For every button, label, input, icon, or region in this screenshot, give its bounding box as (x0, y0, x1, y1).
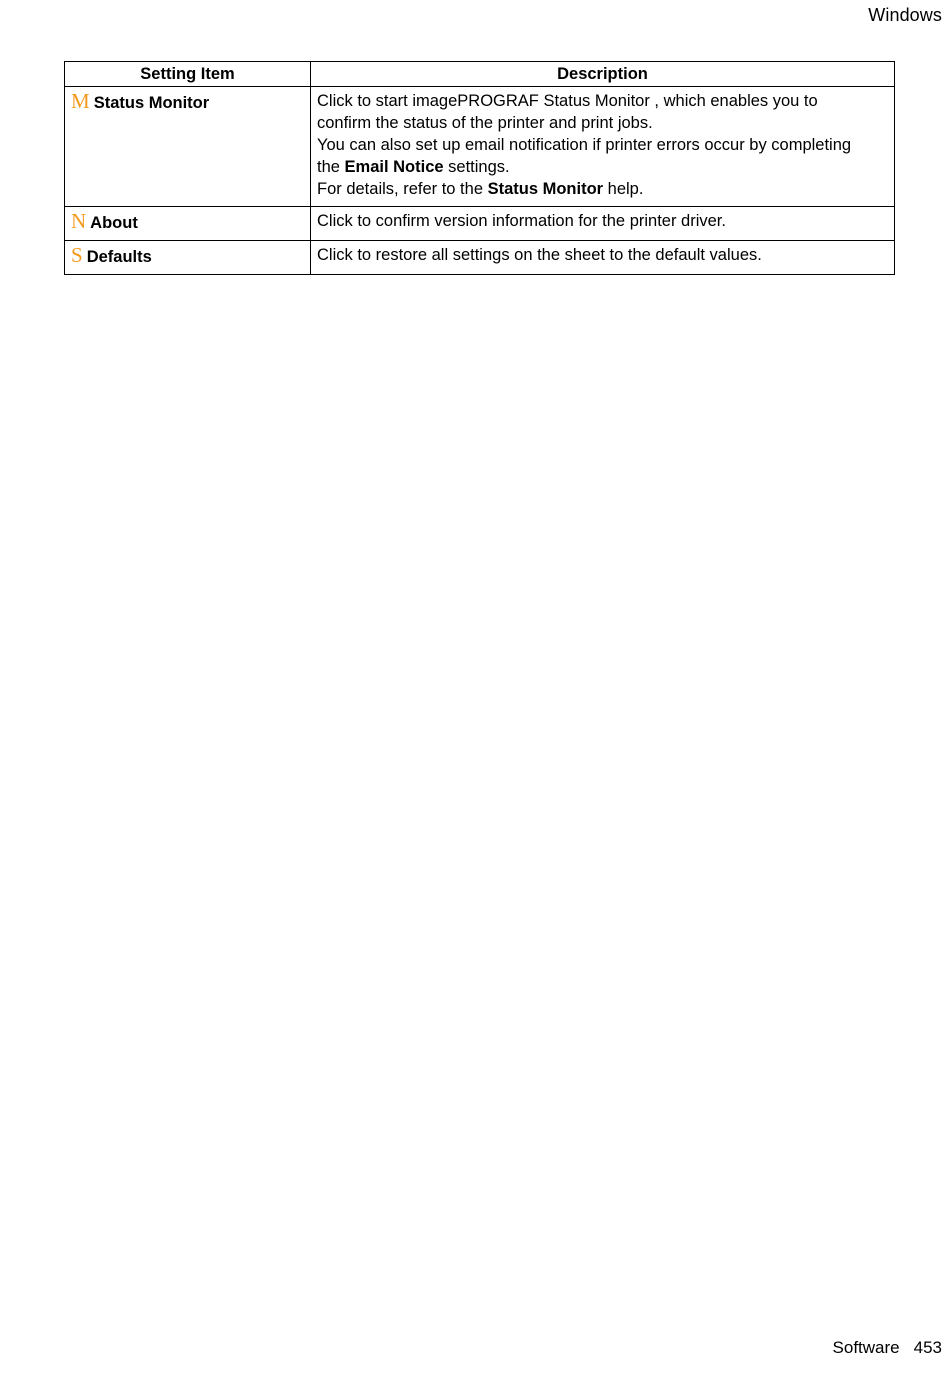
page-footer (833, 1338, 942, 1358)
setting-item-cell (65, 241, 311, 275)
description-line: confirm the status of the printer and print jobs. (317, 114, 653, 132)
description-cell (311, 87, 895, 207)
setting-item-label: About (90, 214, 138, 232)
description-cell: Click to restore all settings on the sheet to the default values. (311, 241, 895, 275)
email-notice-term: Email Notice (344, 158, 444, 176)
description-line (317, 178, 888, 200)
description-text: the (317, 158, 345, 176)
settings-table (64, 61, 895, 275)
status-monitor-term: Status Monitor (487, 180, 604, 198)
column-header-description: Description (311, 62, 895, 87)
description-text: help. (603, 180, 644, 198)
table-header-row (65, 62, 895, 87)
table-row (65, 207, 895, 241)
footer-section: Software (832, 1338, 900, 1357)
item-marker-icon: N (71, 209, 87, 233)
column-header-setting-item: Setting Item (65, 62, 311, 87)
table-row (65, 87, 895, 207)
setting-item-cell (65, 207, 311, 241)
section-header: Windows (868, 5, 942, 25)
setting-item-cell (65, 87, 311, 207)
page-number: 453 (913, 1338, 942, 1357)
description-line (317, 156, 888, 178)
item-marker-icon: M (71, 89, 90, 113)
description-line: Click to start imagePROGRAF Status Monitor , which enables you to (317, 92, 818, 110)
item-marker-icon: S (71, 243, 83, 267)
table-row (65, 241, 895, 275)
description-line: You can also set up email notification if printer errors occur by completing (317, 136, 852, 154)
description-text: For details, refer to the (317, 180, 488, 198)
setting-item-label: Defaults (86, 248, 152, 266)
description-cell: Click to confirm version information for the printer driver. (311, 207, 895, 241)
description-text: settings. (443, 158, 510, 176)
setting-item-label: Status Monitor (93, 94, 210, 112)
